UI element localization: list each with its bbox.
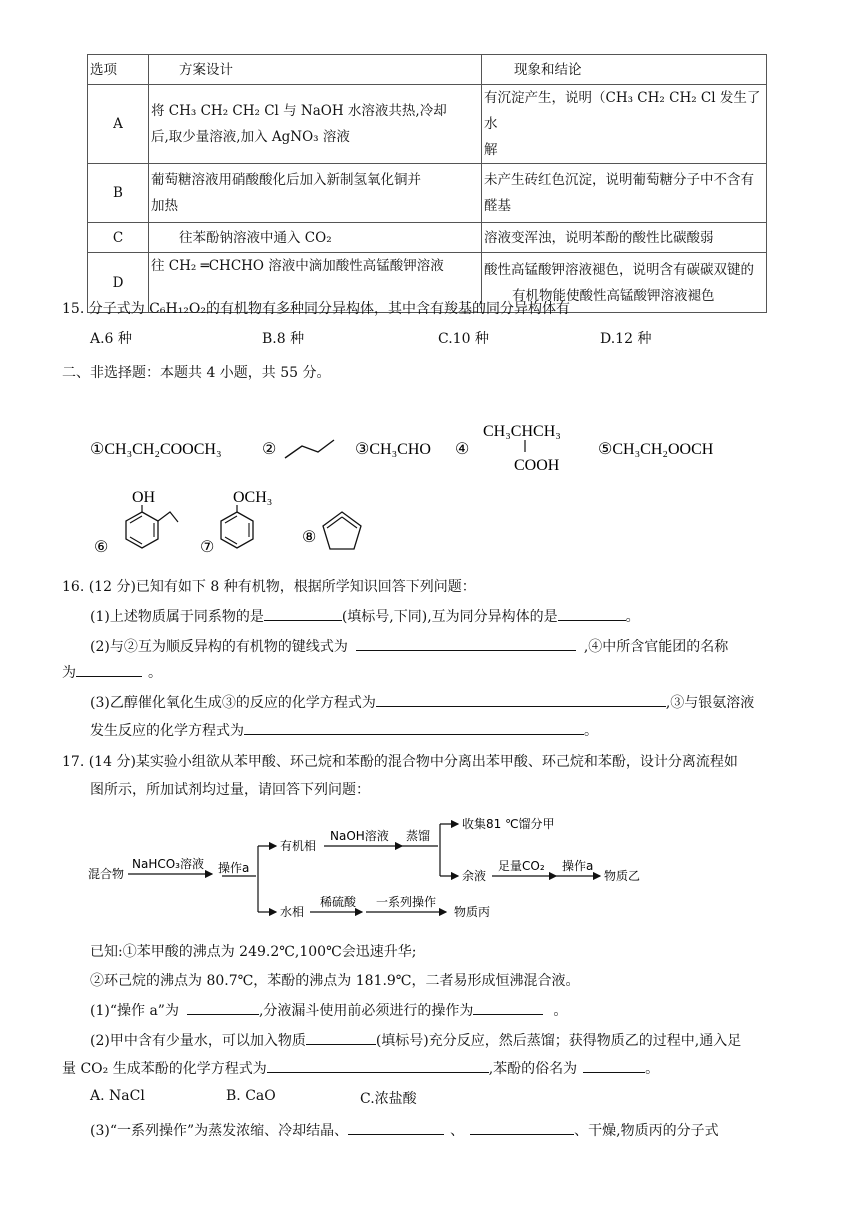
q17-part-1: (1)“操作 a”为 ,分液漏斗使用前必须进行的操作为 。 <box>90 1000 567 1020</box>
flow-series-ops: 一系列操作 <box>376 895 437 909</box>
table-row <box>88 223 767 253</box>
structure-4-top: CH₃CHCH₃ <box>483 423 561 440</box>
q16-part-2-cont: 为 。 <box>62 662 162 682</box>
option-label: B <box>88 164 149 223</box>
structure-4-bottom: COOH <box>514 457 560 474</box>
flow-product-b: 物质乙 <box>604 869 641 883</box>
flow-co2: 足量CO₂ <box>498 859 545 873</box>
design-cell: 往苯酚钠溶液中通入 CO₂ <box>149 223 482 253</box>
question-16-stem: 16. (12 分)已知有如下 8 种有机物，根据所学知识回答下列问题： <box>62 579 476 595</box>
answer-blank[interactable] <box>356 636 576 651</box>
structure-5: ⑤CH₃CH₂OOCH <box>598 441 714 458</box>
q16-part-3: (3)乙醇催化氧化生成③的反应的化学方程式为 ,③与银氨溶液 <box>90 692 754 712</box>
q17-part-2: (2)甲中含有少量水，可以加入物质 (填标号)充分反应，然后蒸馏；获得物质乙的过程中,通入足 <box>90 1030 741 1050</box>
structure-6-oh: OH <box>132 489 156 506</box>
option-label: A <box>88 85 149 164</box>
flow-naoh: NaOH溶液 <box>330 829 389 843</box>
flow-dilute-h2so4: 稀硫酸 <box>320 895 357 909</box>
answer-blank[interactable] <box>558 606 626 621</box>
option-label: C <box>88 223 149 253</box>
question-17-stem-line2: 图所示，所加试剂均过量，请回答下列问题： <box>90 782 370 798</box>
design-cell: 葡萄糖溶液用硝酸酸化后加入新制氢氧化铜并 加热 <box>149 164 482 223</box>
answer-blank[interactable] <box>244 720 584 735</box>
structure-6-label: ⑥ <box>94 539 109 556</box>
result-cell: 溶液变浑浊，说明苯酚的酸性比碳酸弱 <box>482 223 767 253</box>
q17-part-3: (3)“一系列操作”为蒸发浓缩、冷却结晶、 、 、干燥,物质丙的分子式 <box>90 1120 719 1140</box>
flow-distill: 蒸馏 <box>406 829 431 843</box>
flow-organic-phase: 有机相 <box>280 839 317 853</box>
table-row <box>88 85 767 164</box>
structure-3: ③CH₃CHO <box>355 441 431 458</box>
flow-operation-a-2: 操作a <box>562 859 594 873</box>
structure-7-label: ⑦ <box>200 539 215 556</box>
q17-choice-a: A. NaCl <box>90 1088 145 1104</box>
structure-2-skeleton <box>285 440 334 458</box>
question-15-stem: 15. 分子式为 C₆H₁₂O₂的有机物有多种同分异构体，其中含有羧基的同分异构体有 <box>62 301 571 317</box>
question-17-stem-line1: 17. (14 分)某实验小组欲从苯甲酸、环己烷和苯酚的混合物中分离出苯甲酸、环己烷和苯酚，设计分离流程如 <box>62 754 738 770</box>
answer-blank[interactable] <box>473 1000 543 1015</box>
known-2: ②环己烷的沸点为 80.7℃，苯酚的沸点为 181.9℃，二者易形成恒沸混合液。 <box>90 973 580 989</box>
answer-blank[interactable] <box>348 1120 444 1135</box>
options-table <box>87 54 767 313</box>
q16-part-3-cont: 发生反应的化学方程式为 。 <box>90 720 598 740</box>
structures-figure <box>80 412 760 562</box>
section-2-heading: 二、非选择题：本题共 4 小题，共 55 分。 <box>62 365 331 381</box>
q17-choice-b: B. CaO <box>226 1088 276 1104</box>
structure-4-label: ④ <box>455 441 470 458</box>
answer-blank[interactable] <box>583 1058 645 1073</box>
benzene-ring-7 <box>221 512 253 548</box>
known-1: 已知:①苯甲酸的沸点为 249.2℃,100℃会迅速升华; <box>90 944 417 960</box>
structure-7-och3: OCH₃ <box>233 489 273 506</box>
header-option: 选项 <box>88 55 149 85</box>
benzene-ring-6 <box>126 512 158 548</box>
flow-residue: 余液 <box>462 869 487 883</box>
flow-mixture: 混合物 <box>88 867 125 881</box>
flow-operation-a-1: 操作a <box>218 861 250 875</box>
answer-blank[interactable] <box>264 606 342 621</box>
result-cell: 酸性高锰酸钾溶液褪色，说明含有碳碳双键的 有机物能使酸性高锰酸钾溶液褪色 <box>482 253 767 313</box>
table-row <box>88 164 767 223</box>
flow-nahco3: NaHCO₃溶液 <box>132 857 204 871</box>
answer-blank[interactable] <box>470 1120 574 1135</box>
structure-1: ①CH₃CH₂COOCH₃ <box>90 441 222 458</box>
header-result: 现象和结论 <box>482 55 767 85</box>
q15-option-b: B.8 种 <box>262 331 305 347</box>
answer-blank[interactable] <box>267 1058 489 1073</box>
q16-part-1: (1)上述物质属于同系物的是 (填标号,下同),互为同分异构体的是 。 <box>90 606 640 626</box>
q16-part-2: (2)与②互为顺反异构的有机物的键线式为 ,④中所含官能团的名称 <box>90 636 728 656</box>
q15-option-c: C.10 种 <box>438 331 489 347</box>
structure-8-label: ⑧ <box>302 529 317 546</box>
flow-aqueous-phase: 水相 <box>280 905 305 919</box>
q15-option-d: D.12 种 <box>600 331 652 347</box>
header-design: 方案设计 <box>149 55 482 85</box>
option-label: D <box>88 253 149 313</box>
answer-blank[interactable] <box>306 1030 376 1045</box>
answer-blank[interactable] <box>187 1000 259 1015</box>
q15-option-a: A.6 种 <box>90 331 132 347</box>
answer-blank[interactable] <box>376 692 666 707</box>
structure-2-label: ② <box>262 441 277 458</box>
result-cell: 未产生砖红色沉淀，说明葡萄糖分子中不含有 醛基 <box>482 164 767 223</box>
flow-collect-distillate: 收集81 ℃馏分甲 <box>462 817 555 831</box>
separation-flowchart <box>86 806 706 926</box>
answer-blank[interactable] <box>76 662 142 677</box>
design-cell: 往 CH₂ ═CHCHO 溶液中滴加酸性高锰酸钾溶液 <box>149 253 482 313</box>
result-cell: 有沉淀产生，说明（CH₃ CH₂ CH₂ Cl 发生了水 解 <box>482 85 767 164</box>
design-cell: 将 CH₃ CH₂ CH₂ Cl 与 NaOH 水溶液共热,冷却 后,取少量溶液,加入 AgNO₃ 溶液 <box>149 85 482 164</box>
q17-part-2-cont: 量 CO₂ 生成苯酚的化学方程式为 ,苯酚的俗名为 。 <box>62 1058 659 1078</box>
flow-product-c: 物质丙 <box>454 905 491 919</box>
q17-choice-c: C.浓盐酸 <box>360 1091 417 1107</box>
